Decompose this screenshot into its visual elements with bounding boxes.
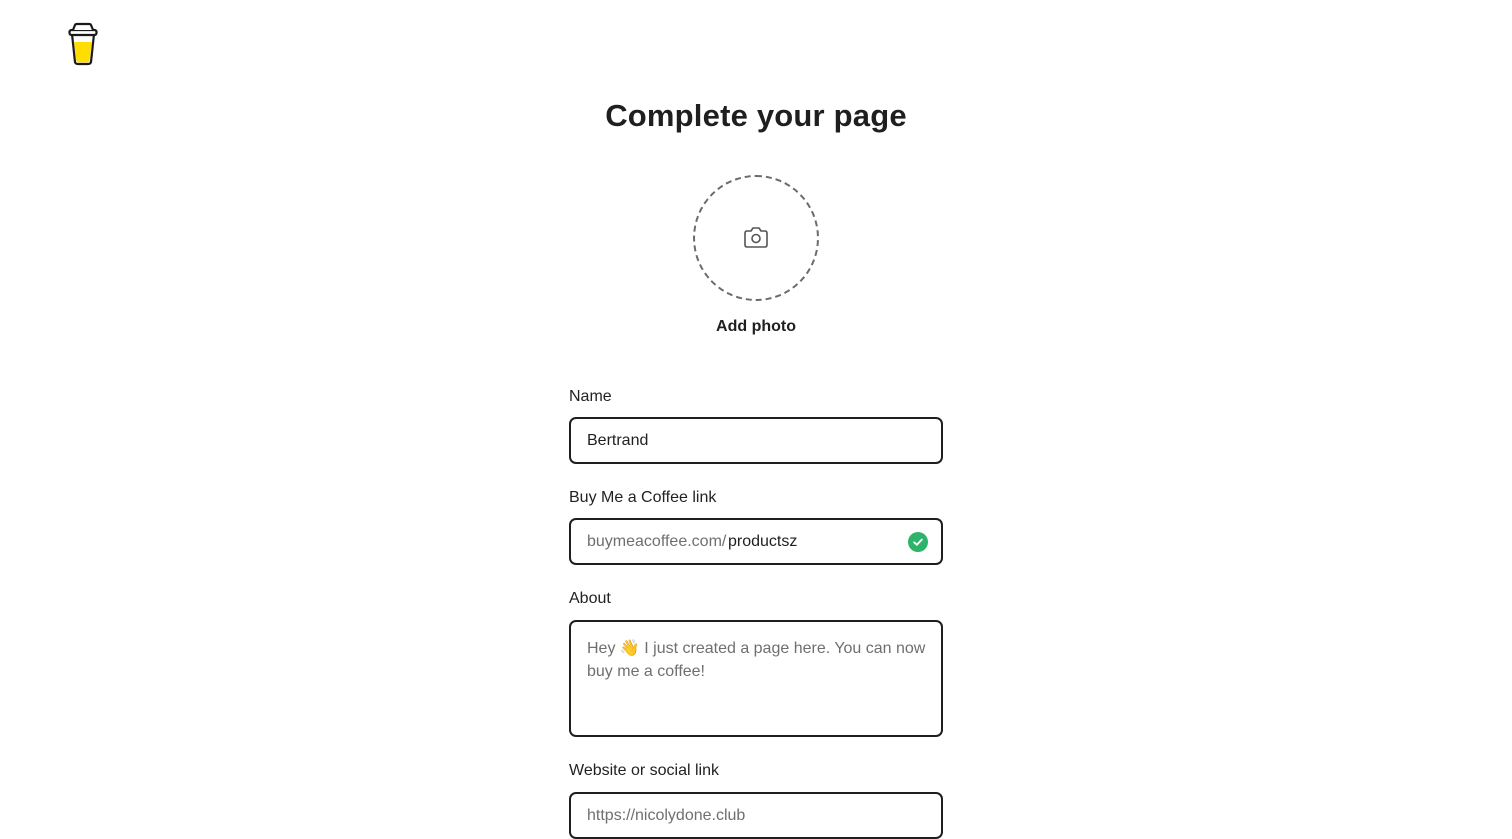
check-circle-icon: [908, 532, 928, 552]
coffee-cup-icon: [66, 22, 100, 66]
name-label: Name: [569, 388, 612, 405]
page-title: Complete your page: [605, 98, 907, 133]
link-label: Buy Me a Coffee link: [569, 489, 717, 506]
about-placeholder: Hey 👋 I just created a page here. You can now buy me a coffee!: [587, 640, 926, 680]
buymeacoffee-logo[interactable]: [66, 22, 100, 66]
website-field[interactable]: [569, 792, 943, 839]
website-label: Website or social link: [569, 762, 719, 779]
name-field-box[interactable]: [569, 417, 943, 464]
link-field-box[interactable]: [569, 518, 943, 565]
website-placeholder: https://nicolydone.club: [587, 807, 746, 824]
name-field[interactable]: [587, 419, 927, 462]
link-field[interactable]: productsz: [728, 533, 798, 550]
about-field[interactable]: [569, 620, 943, 737]
about-label: About: [569, 590, 611, 607]
link-prefix: buymeacoffee.com/: [587, 533, 727, 550]
add-photo-button[interactable]: [693, 175, 819, 301]
camera-icon: [741, 223, 771, 253]
add-photo-label[interactable]: Add photo: [716, 318, 796, 335]
